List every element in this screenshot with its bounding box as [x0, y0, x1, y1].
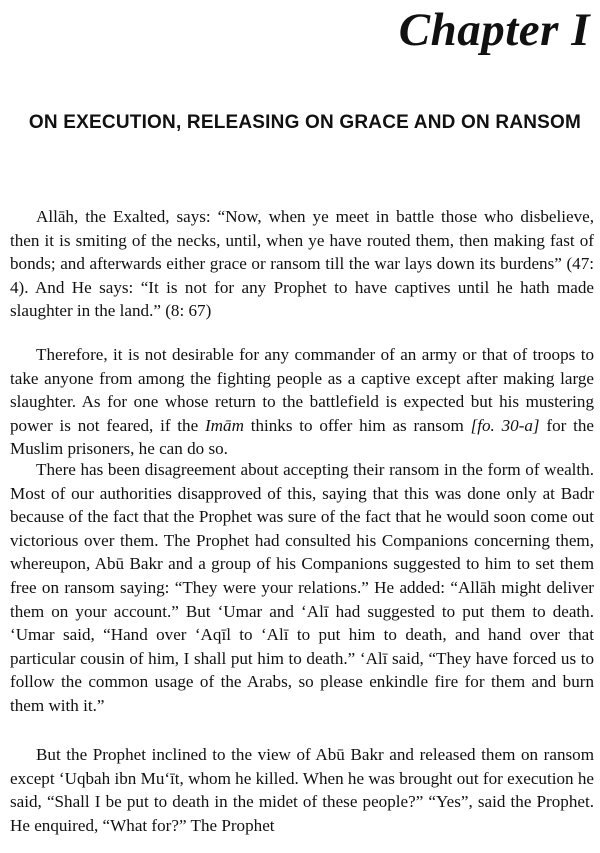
- chapter-heading: Chapter I: [398, 4, 590, 56]
- paragraph-1: Allāh, the Exalted, says: “Now, when ye meet in battle those who disbelieve, then it is smiting of the necks, until, when ye have routed them, then making fast of bonds; and afterwards either grace or ransom till the war lays down its burdens” (47: 4). And He says: “It is not for any Prophet to have captives until he hath made slaughter in the land.” (8: 67): [10, 207, 594, 321]
- paragraph-2-text-b: thinks to offer him as ransom: [243, 415, 471, 435]
- paragraph-2-text-c: for the Muslim prisoners, he can do so.: [10, 415, 594, 459]
- paragraph-3: There has been disagreement about accepting their ransom in the form of wealth. Most of our authorities disapproved of this, saying that this was done only at Badr because of the fact that the Prophet was sure of the fact that he would soon come out victorious over them. The Prophet had consulted his Companions concerning them, whereupon, Abū Bakr and a group of his Companions suggested to him to set them free on ransom saying: “They were your relations.” He added: “Allāh might deliver them on your account.” But ‘Umar and ‘Alī had suggested to put them to death. ‘Umar said, “Hand over ‘Aqīl to ‘Alī to put him to death, and hand over that particular cousin of him, I shall put him to death.” ‘Alī said, “They have forced us to follow the common usage of the Arabs, so please enkindle fire for them and burn them with it.”: [10, 460, 594, 715]
- paragraph-2-text-a: Therefore, it is not desirable for any commander of an army or that of troops to take anyone from among the fighting people as a captive except after making large slaughter. As for one whose return to the battlefield is expected but his mustering power is not feared, if the: [10, 345, 594, 435]
- folio-reference: [fo. 30-a]: [470, 415, 540, 435]
- paragraph-4: But the Prophet inclined to the view of Abū Bakr and released them on ransom except ‘Uqbah ibn Mu‘īt, whom he killed. When he was brought out for execution he said, “Shall I be put to death in the midet of these people?” “Yes”, said the Prophet. He enquired, “What for?” The Prophet: [10, 745, 594, 835]
- section-title: ON EXECUTION, RELEASING ON GRACE AND ON RANSOM: [28, 112, 582, 133]
- paragraph-2: [10, 343, 594, 461]
- imam-term: Imām: [204, 415, 244, 435]
